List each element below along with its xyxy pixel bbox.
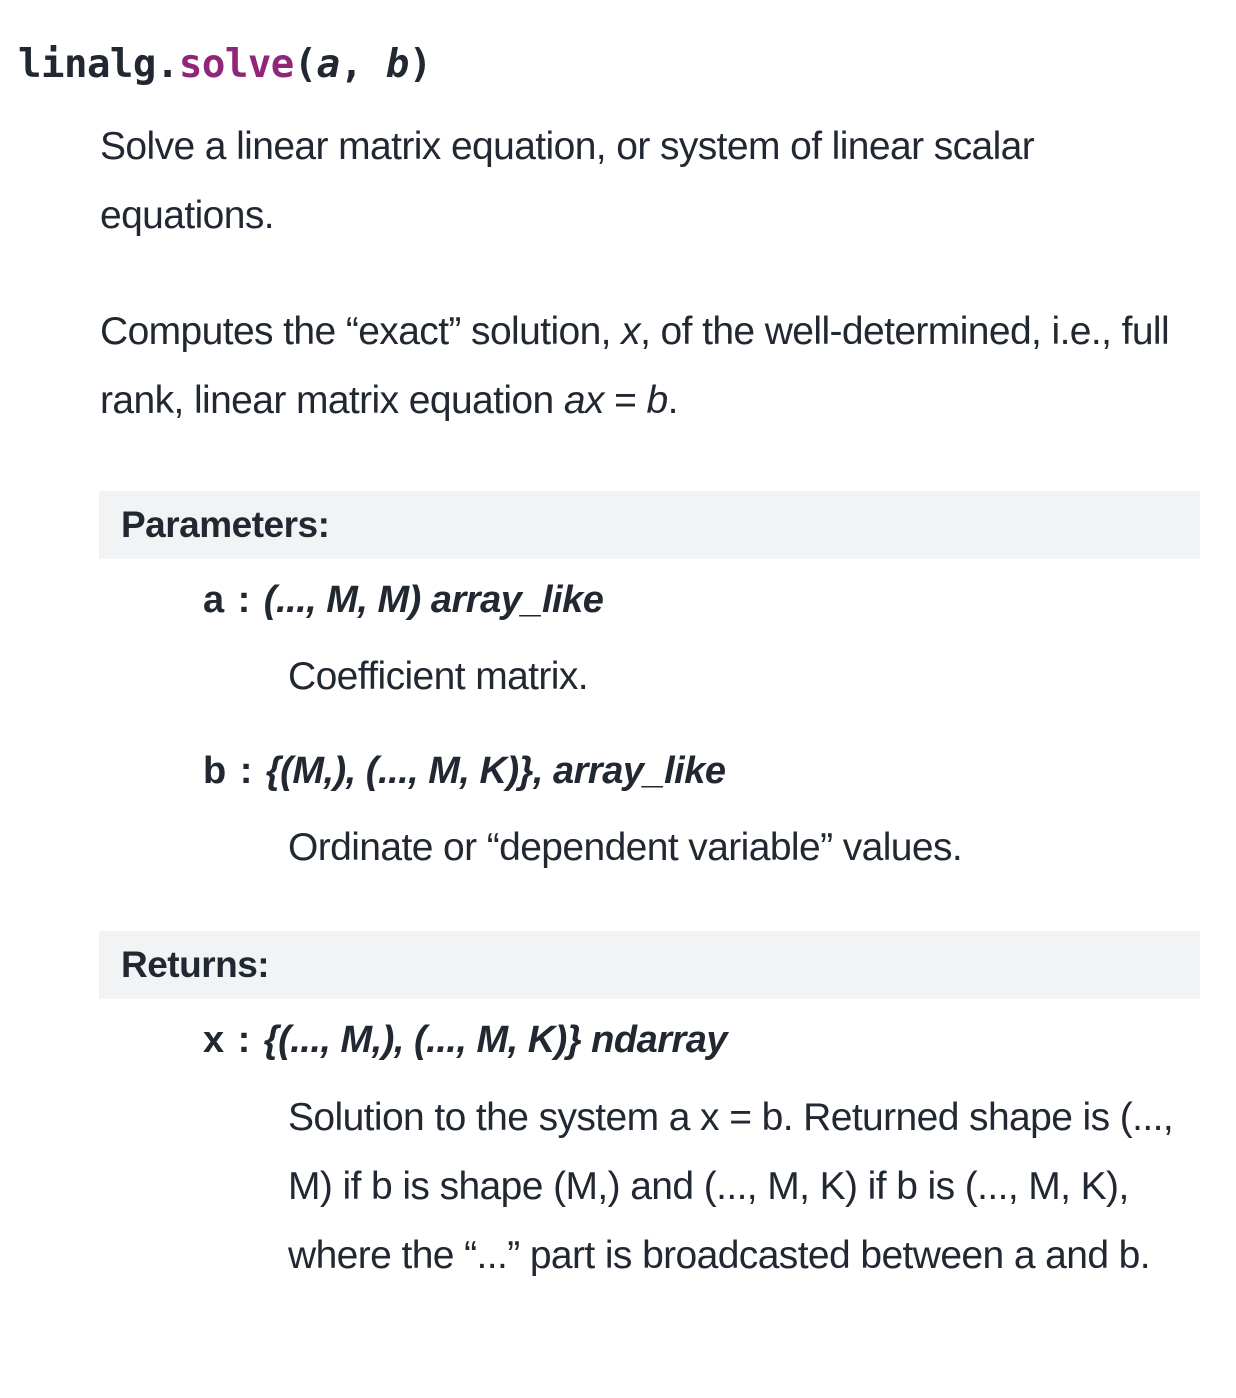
argument-a: a	[316, 42, 340, 87]
param-type: {(M,), (..., M, K)}, array_like	[265, 750, 726, 792]
open-paren: (	[293, 42, 317, 87]
param-separator: :	[239, 750, 252, 792]
param-name: b	[203, 750, 226, 792]
returns-header	[99, 931, 1200, 999]
param-separator: :	[237, 579, 250, 621]
extended-text: , of the well-determined, i.e., full rank, linear matrix equation	[100, 310, 1170, 422]
close-paren: )	[408, 42, 432, 87]
parameter-b-description: Ordinate or “dependent variable” values.	[288, 826, 963, 869]
function-signature	[18, 38, 432, 92]
math-equals: =	[603, 379, 647, 422]
extended-description	[100, 297, 1190, 435]
return-x-description: Solution to the system a x = b. Returned shape is (..., M) if b is shape (M,) and (..., M, K) if b is (..., M, K), where the “...” part is broadcasted between a and b.	[288, 1096, 1174, 1277]
returns-heading: Returns:	[121, 944, 270, 985]
extended-text: Computes the “exact” solution,	[100, 310, 622, 353]
argument-b: b	[385, 42, 409, 87]
function-name: solve	[178, 42, 294, 87]
return-name: x	[203, 1019, 224, 1061]
return-x	[203, 1013, 727, 1067]
parameters-heading: Parameters:	[121, 504, 330, 545]
math-b: b	[646, 379, 668, 422]
module-name: linalg.	[18, 42, 179, 87]
return-type: {(..., M,), (..., M, K)} ndarray	[263, 1019, 728, 1061]
extended-text: .	[667, 379, 678, 422]
param-type: (..., M, M) array_like	[263, 579, 604, 621]
param-name: a	[203, 579, 224, 621]
arg-separator: ,	[339, 42, 386, 87]
parameter-b	[203, 744, 726, 798]
math-x: x	[621, 310, 641, 353]
math-ax: ax	[563, 379, 604, 422]
summary-paragraph: Solve a linear matrix equation, or system of linear scalar equations.	[100, 125, 1035, 237]
parameter-a-description: Coefficient matrix.	[288, 655, 588, 698]
return-separator: :	[237, 1019, 250, 1061]
parameter-a	[203, 573, 603, 627]
parameters-header	[99, 491, 1200, 559]
